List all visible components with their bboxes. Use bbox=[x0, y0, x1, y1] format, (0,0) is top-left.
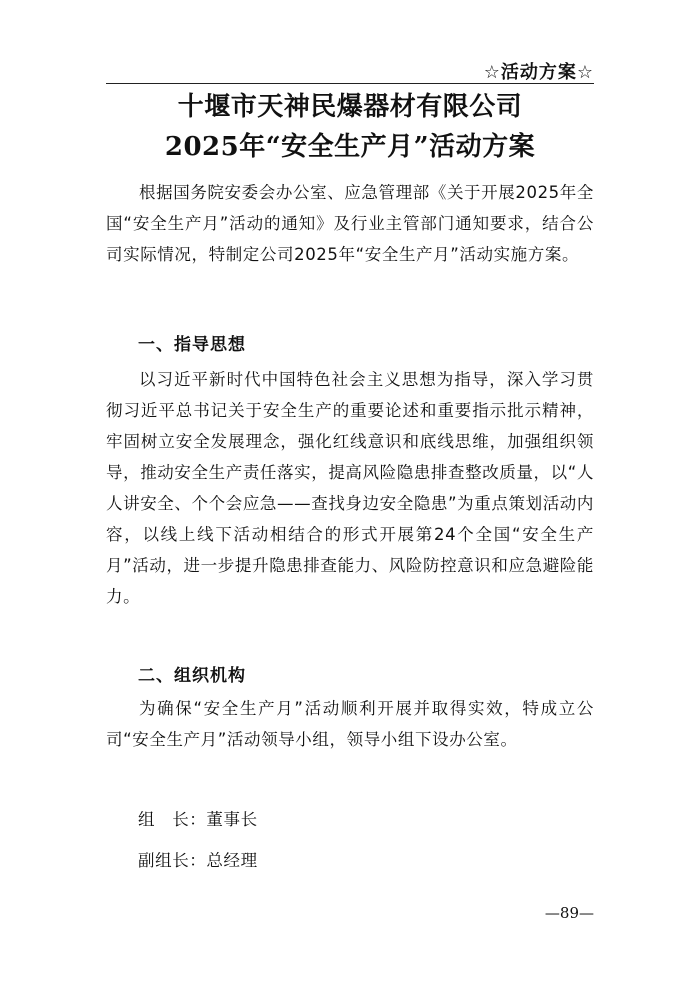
header-rule bbox=[106, 83, 594, 84]
section-heading-2: 二、组织机构 bbox=[138, 666, 246, 686]
document-title-line2: 2025年“安全生产月”活动方案 bbox=[164, 132, 536, 162]
section-body-2: 为确保“安全生产月”活动顺利开展并取得实效，特成立公司“安全生产月”活动领导小组，领导小组下设办公室。 bbox=[106, 699, 594, 749]
role-value: 总经理 bbox=[206, 851, 258, 870]
role-line-deputy bbox=[138, 847, 258, 871]
header-tag: ☆活动方案☆ bbox=[483, 62, 594, 83]
intro-paragraph: 根据国务院安委会办公室、应急管理部《关于开展2025年全国“安全生产月”活动的通知》及行业主管部门通知要求，结合公司实际情况，特制定公司2025年“安全生产月”活动实施方案。 bbox=[106, 183, 594, 264]
role-label: 组 长： bbox=[138, 810, 207, 829]
section-body-1: 以习近平新时代中国特色社会主义思想为指导，深入学习贯彻习近平总书记关于安全生产的重要论述和重要指示批示精神，牢固树立安全发展理念，强化红线意识和底线思维，加强组织领导，推动安全生产责任落实，提高风险隐患排查整改质量，以“人人讲安全、个个会应急——查找身边安全隐患”为重点策划活动内容，以线上线下活动相结合的形式开展第24个全国“安全生产月”活动，进一步提升隐患排查能力、风险防控意识和应急避险能力。 bbox=[106, 370, 594, 606]
role-value: 董事长 bbox=[206, 810, 258, 829]
page-number: —89— bbox=[544, 904, 594, 922]
role-line-leader bbox=[138, 806, 258, 830]
document-title-line1: 十堰市天神民爆器材有限公司 bbox=[177, 92, 523, 122]
section-heading-1: 一、指导思想 bbox=[138, 335, 246, 355]
role-label: 副组长： bbox=[138, 851, 207, 870]
